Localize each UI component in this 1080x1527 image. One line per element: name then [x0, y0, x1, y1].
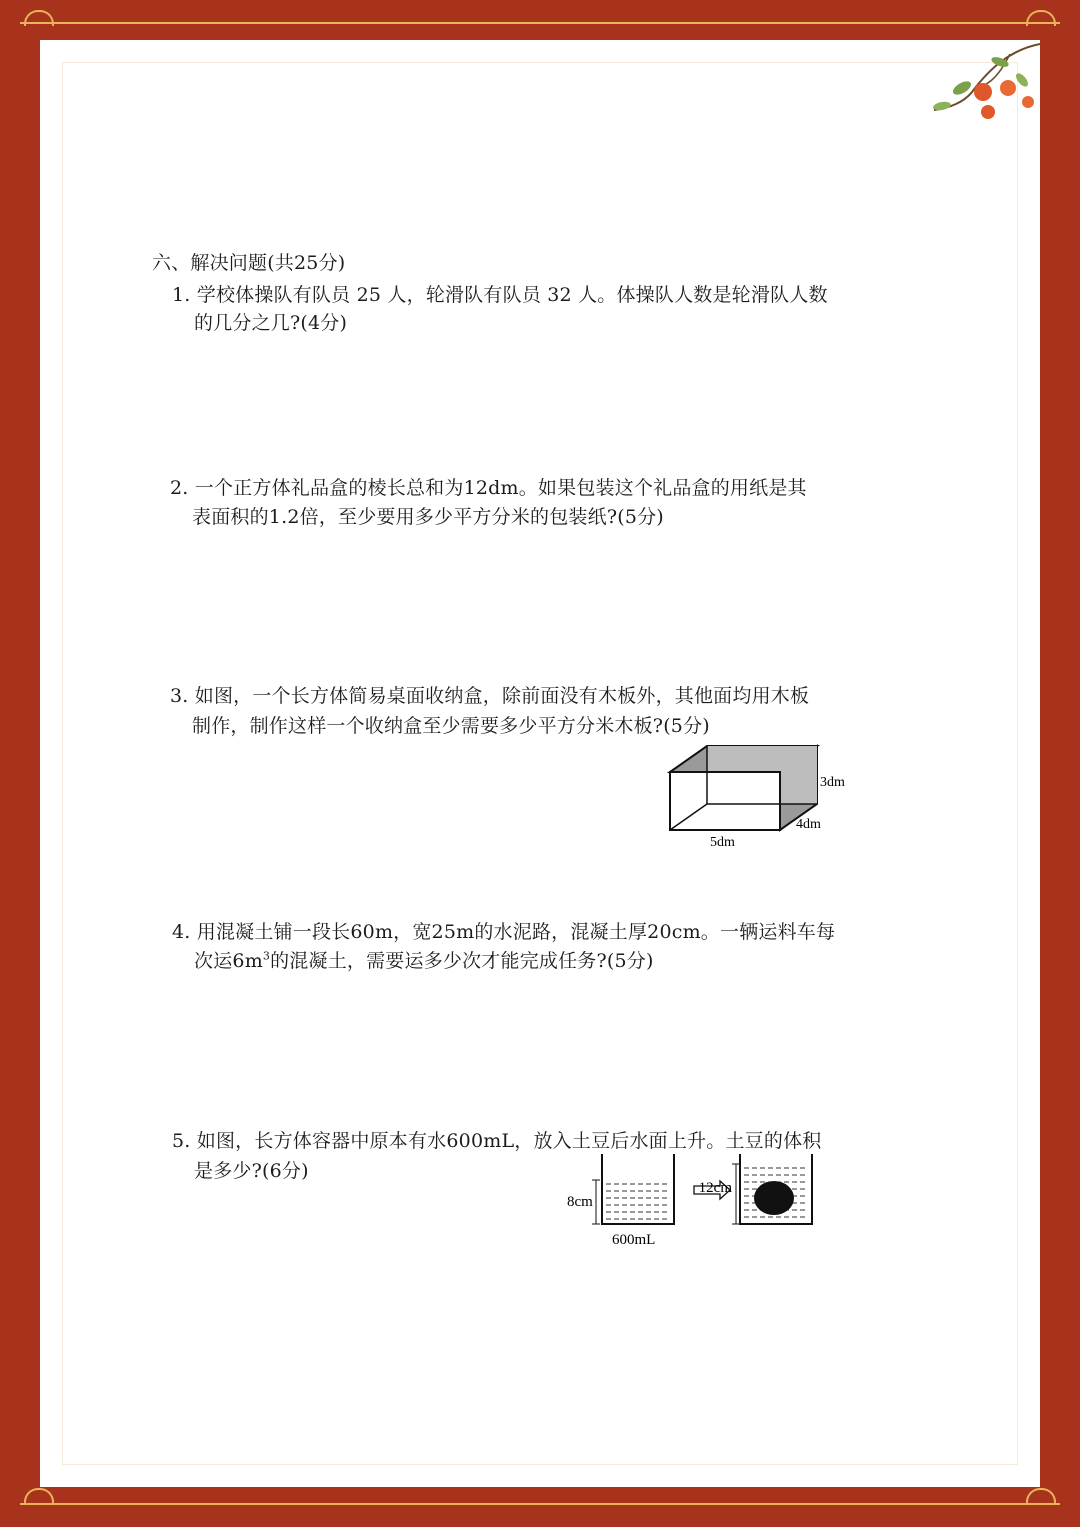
storage-box-figure: [660, 740, 860, 860]
bottom-gold-line: [20, 1503, 1060, 1505]
corner-ornament-icon: [24, 1488, 54, 1504]
top-gold-line: [20, 22, 1060, 24]
question-1-line-2: 的几分之几?(4分): [194, 312, 348, 334]
question-4-superscript: 3: [262, 949, 271, 963]
question-1-line-1: 1. 学校体操队有队员 25 人，轮滑队有队员 32 人。体操队人数是轮滑队人数: [172, 284, 828, 306]
question-3-line-1: 3. 如图，一个长方体简易桌面收纳盒，除前面没有木板外，其他面均用木板: [170, 685, 810, 707]
figure-height-label: 3dm: [820, 775, 845, 790]
persimmon-branch-icon: [890, 40, 1040, 130]
section-title: 六、解决问题(共25分): [152, 252, 346, 274]
potato-icon: [754, 1181, 794, 1215]
before-volume-label: 600mL: [612, 1232, 656, 1248]
figure-depth-label: 4dm: [796, 817, 821, 832]
question-4-text-a: 次运6m: [194, 950, 263, 972]
question-4-line-1: 4. 用混凝土铺一段长60m，宽25m的水泥路，混凝土厚20cm。一辆运料车每: [172, 921, 836, 943]
corner-ornament-icon: [1026, 1488, 1056, 1504]
corner-ornament-icon: [24, 10, 54, 26]
after-height-label: 12cm: [698, 1180, 732, 1196]
question-5-line-1: 5. 如图，长方体容器中原本有水600mL，放入土豆后水面上升。土豆的体积: [172, 1130, 822, 1152]
question-4-text-b: 的混凝土，需要运多少次才能完成任务?(5分): [270, 950, 654, 972]
worksheet-page: [40, 40, 1040, 1487]
figure-length-label: 5dm: [710, 835, 735, 850]
corner-ornament-icon: [1026, 10, 1056, 26]
question-3-line-2: 制作，制作这样一个收纳盒至少需要多少平方分米木板?(5分): [192, 715, 710, 737]
question-2-line-2: 表面积的1.2倍，至少要用多少平方分米的包装纸?(5分): [192, 506, 664, 528]
question-5-line-2: 是多少?(6分): [194, 1160, 309, 1182]
question-2-line-1: 2. 一个正方体礼品盒的棱长总和为12dm。如果包装这个礼品盒的用纸是其: [170, 477, 807, 499]
water-container-figure: [560, 1150, 860, 1250]
question-4-line-2: [194, 946, 654, 973]
before-height-label: 8cm: [567, 1194, 593, 1210]
